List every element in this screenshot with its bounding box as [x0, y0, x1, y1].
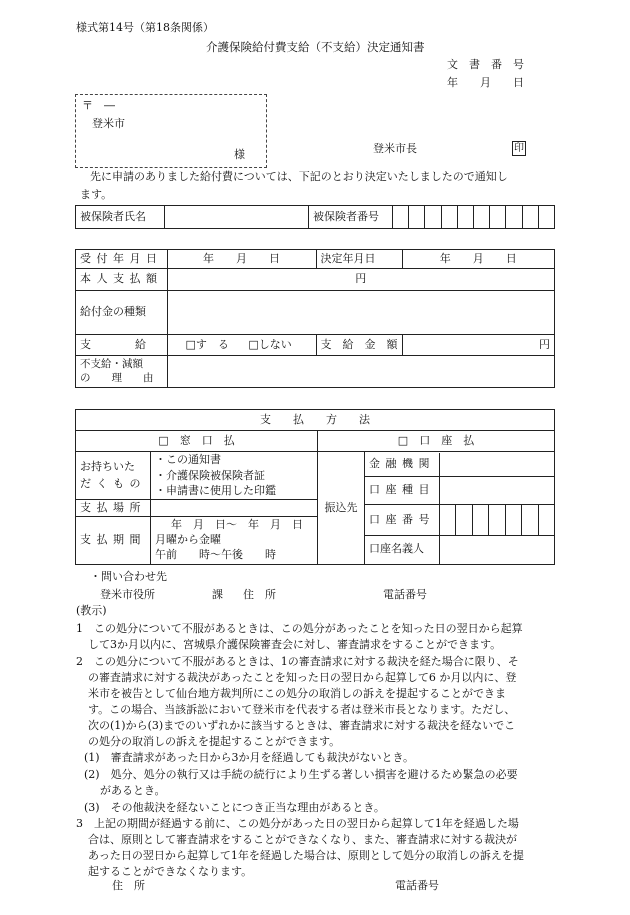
insured-digit	[457, 206, 473, 229]
notice-paragraph-3	[76, 816, 524, 880]
notice-item: (2) 処分、処分の執行又は手続の続行により生ずる著しい損害を避けるため緊急の必要	[84, 767, 518, 781]
payment-method-table	[75, 409, 555, 565]
reason-field	[167, 356, 555, 388]
period-hours: 午前 時～午後 時	[155, 547, 276, 561]
document-number-label: 文 書 番 号	[447, 58, 524, 71]
notice-paragraph-2	[76, 654, 519, 750]
honorific: 様	[234, 148, 245, 161]
insured-digit	[506, 206, 522, 229]
counter-payment-option[interactable]: □ 窓 口 払	[76, 431, 318, 452]
notice-item: (1) 審査請求があった日から3か月を経過しても裁決がないとき。	[84, 751, 415, 764]
bring-item: ・この通知書	[155, 453, 221, 467]
insured-name-label: 被保険者氏名	[76, 206, 165, 229]
issuer-title: 登米市長	[373, 142, 417, 155]
contact-label: ・問い合わせ先	[90, 570, 167, 583]
account-number-field	[440, 505, 555, 536]
account-digit	[506, 505, 522, 535]
notice-paragraph-1	[76, 621, 523, 653]
period-days: 月曜から金曜	[155, 533, 221, 547]
insured-digit	[473, 206, 489, 229]
bank-field	[440, 453, 555, 477]
postal-mark: 〒 ―	[82, 99, 115, 112]
transfer-payment-option[interactable]: □ 口 座 払	[318, 431, 555, 452]
notice-line: す。この場合、当該訴訟において登米市を代表する者は登米市長となります。ただし、	[88, 703, 516, 716]
decided-date-value: 年 月 日	[402, 250, 555, 269]
received-date-label: 受付年月日	[76, 250, 168, 269]
notice-line: 2 この処分について不服があるときは、1の審査請求に対する裁決を経た場合に限り、そ	[76, 655, 519, 668]
decision-table	[75, 249, 555, 388]
insured-digit	[441, 206, 457, 229]
notice-heading: (教示)	[76, 604, 107, 617]
insured-name-field	[165, 206, 309, 229]
account-digit	[539, 505, 554, 535]
bring-label	[76, 452, 151, 500]
notice-items	[84, 750, 518, 816]
insured-number-label: 被保険者番号	[309, 206, 393, 229]
intro-line-2: ます。	[80, 188, 113, 201]
account-type-field	[440, 477, 555, 505]
pay-no-checkbox[interactable]: □しない	[248, 337, 292, 351]
insured-digit	[522, 206, 538, 229]
account-holder-label: 口座名義人	[365, 536, 440, 564]
benefit-type-label: 給付金の種類	[76, 291, 168, 335]
bank-label: 金融機関	[365, 453, 440, 477]
payment-label: 支 給	[76, 335, 168, 356]
reason-label-line-1: 不支給・減額	[80, 357, 143, 370]
notice-item: (3) その他裁決を経ないことにつき正当な理由があるとき。	[84, 800, 385, 814]
document-title: 介護保険給付費支給（不支給）決定通知書	[206, 40, 425, 54]
received-date-value: 年 月 日	[167, 250, 316, 269]
bring-label-line-2: だくもの	[80, 476, 146, 490]
bring-label-line-1: お持ちいた	[80, 460, 135, 473]
form-number: 様式第14号（第18条関係）	[76, 21, 214, 34]
insured-digit	[490, 206, 506, 229]
contact-section: 課	[212, 588, 223, 601]
transfer-destination-label: 振込先	[318, 452, 365, 565]
insured-digit	[538, 206, 554, 229]
notice-line: の処分の取消しの訴えを提起することができます。	[88, 735, 341, 748]
amount-yen: 円	[402, 335, 555, 356]
insured-digit	[425, 206, 441, 229]
payment-choice	[167, 335, 316, 356]
notice-line: 3 上記の期間が経過する前に、この処分があった日の翌日から起算して1年を経過した場	[76, 817, 519, 830]
payment-period-label: 支払期間	[76, 517, 151, 565]
addressee-city: 登米市	[92, 117, 125, 130]
account-digit	[489, 505, 505, 535]
account-digit	[522, 505, 538, 535]
payment-place-label: 支払場所	[76, 500, 151, 517]
benefit-type-field	[167, 291, 555, 335]
self-pay-label: 本人支払額	[76, 269, 168, 291]
payment-method-title: 支 払 方 法	[76, 410, 555, 431]
amount-label: 支 給 金 額	[316, 335, 402, 356]
intro-line-1: 先に申請のありました給付費については、下記のとおり決定いたしましたので通知し	[90, 170, 508, 183]
insured-digit	[409, 206, 425, 229]
reason-label-line-2: の 理 由	[80, 371, 154, 384]
account-type-label: 口座種目	[365, 477, 440, 505]
period-dates: 年 月 日～ 年 月 日	[171, 518, 303, 532]
notice-line: 合は、原則として審査請求をすることができなくなり、また、審査請求に対する裁決が	[88, 833, 517, 846]
bring-items	[151, 452, 318, 500]
account-details	[365, 452, 555, 565]
reason-label	[76, 356, 168, 388]
account-holder-field	[440, 536, 555, 564]
notice-line: 次の(1)から(3)までのいずれかに該当するときは、審査請求に対する裁決を経ないでこ	[88, 719, 516, 732]
account-number-digits	[440, 505, 554, 535]
contact-phone: 電話番号	[383, 588, 427, 601]
account-details-table	[365, 453, 554, 564]
issue-date-label: 年 月 日	[447, 76, 524, 89]
contact-office: 登米市役所	[100, 588, 155, 601]
bring-item: ・申請書に使用した印鑑	[155, 484, 276, 498]
insured-digit	[393, 206, 409, 229]
bring-item: ・介護保険被保険者証	[155, 468, 265, 482]
account-number-label: 口座番号	[365, 505, 440, 536]
account-digit	[456, 505, 472, 535]
contact-address: 住 所	[243, 588, 276, 601]
seal: 印	[514, 143, 524, 154]
notice-line: 起することができなくなります。	[88, 865, 253, 878]
notice-line: 米市を被告として仙台地方裁判所にこの処分の取消しの訴えを提起することができま	[88, 687, 506, 700]
notice-line: の審査請求に対する裁決があったことを知った日の翌日から起算して6 か月以内に、登	[88, 671, 517, 684]
account-digit	[440, 505, 456, 535]
account-digit	[473, 505, 489, 535]
footer-address: 住 所	[112, 879, 145, 892]
notice-item: があるとき。	[100, 784, 166, 797]
pay-yes-checkbox[interactable]: □す る	[185, 337, 229, 351]
notice-line: 1 この処分について不服があるときは、この処分があったことを知った日の翌日から起算	[76, 622, 523, 635]
self-pay-yen: 円	[167, 269, 555, 291]
payment-period-value	[151, 517, 318, 565]
payment-place-field	[151, 500, 318, 517]
footer-phone: 電話番号	[395, 879, 439, 892]
notice-line: あった日の翌日から起算して1年を経過した場合は、原則として処分の取消しの訴えを提	[88, 849, 524, 862]
notice-line: して3か月以内に、宮城県介護保険審査会に対し、審査請求をすることができます。	[88, 638, 502, 651]
insured-table	[75, 205, 555, 229]
decided-date-label: 決定年月日	[316, 250, 402, 269]
